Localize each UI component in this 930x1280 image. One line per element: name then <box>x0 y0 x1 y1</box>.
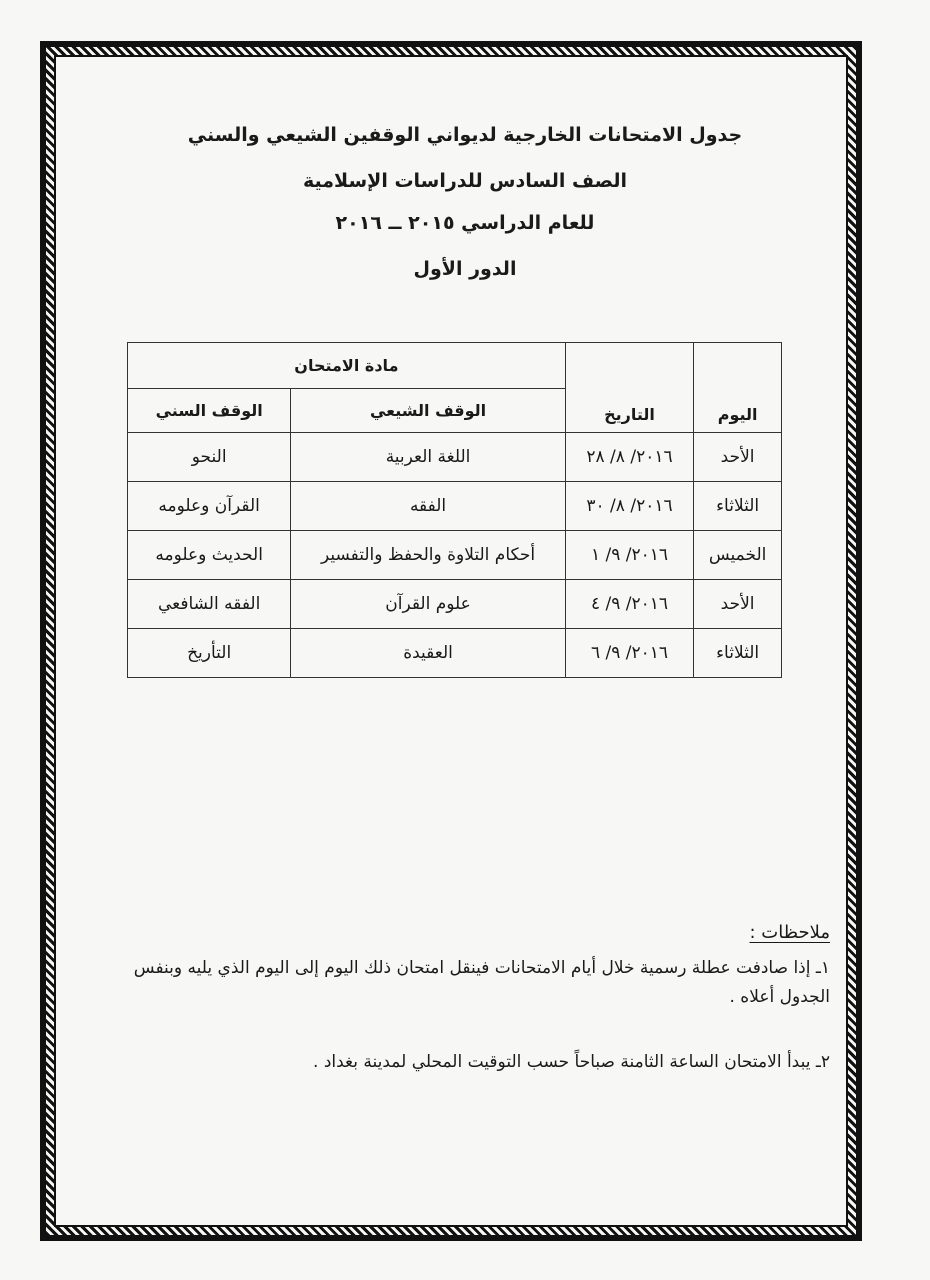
table-row <box>128 433 782 482</box>
table-header-row <box>128 343 782 389</box>
cell-day: الخميس <box>694 531 782 580</box>
header-shia: الوقف الشيعي <box>291 389 565 433</box>
header-date: التاريخ <box>565 343 693 433</box>
table-row <box>128 580 782 629</box>
header-day: اليوم <box>694 343 782 433</box>
cell-shia: علوم القرآن <box>291 580 565 629</box>
cell-date: ٢٠١٦/ ٨/ ٢٨ <box>565 433 693 482</box>
cell-date: ٢٠١٦/ ٩/ ٤ <box>565 580 693 629</box>
title-line-1: جدول الامتحانات الخارجية لديواني الوقفين الشيعي والسني <box>187 124 743 146</box>
cell-day: الثلاثاء <box>694 482 782 531</box>
cell-sunni: النحو <box>128 433 291 482</box>
title-line-4: الدور الأول <box>413 258 517 280</box>
cell-shia: العقيدة <box>291 629 565 678</box>
title-line-2: الصف السادس للدراسات الإسلامية <box>303 170 627 192</box>
table-row <box>128 482 782 531</box>
exam-schedule-table <box>127 342 782 678</box>
table-row <box>128 531 782 580</box>
cell-shia: أحكام التلاوة والحفظ والتفسير <box>291 531 565 580</box>
table-row <box>128 629 782 678</box>
cell-date: ٢٠١٦/ ٨/ ٣٠ <box>565 482 693 531</box>
cell-day: الثلاثاء <box>694 629 782 678</box>
cell-shia: اللغة العربية <box>291 433 565 482</box>
cell-sunni: التأريخ <box>128 629 291 678</box>
cell-date: ٢٠١٦/ ٩/ ٦ <box>565 629 693 678</box>
cell-sunni: الحديث وعلومه <box>128 531 291 580</box>
cell-date: ٢٠١٦/ ٩/ ١ <box>565 531 693 580</box>
note-item-1: ١ـ إذا صادفت عطلة رسمية خلال أيام الامتحانات فينقل امتحان ذلك اليوم إلى اليوم الذي يليه وبنفس الجدول أعلاه . <box>133 958 830 1007</box>
header-subject: مادة الامتحان <box>128 343 566 389</box>
cell-sunni: القرآن وعلومه <box>128 482 291 531</box>
note-item-2: ٢ـ يبدأ الامتحان الساعة الثامنة صباحاً حسب التوقيت المحلي لمدينة بغداد . <box>313 1052 830 1072</box>
cell-day: الأحد <box>694 580 782 629</box>
header-sunni: الوقف السني <box>128 389 291 433</box>
cell-sunni: الفقه الشافعي <box>128 580 291 629</box>
cell-shia: الفقه <box>291 482 565 531</box>
notes-title: ملاحظات : <box>749 922 830 943</box>
cell-day: الأحد <box>694 433 782 482</box>
title-line-3: للعام الدراسي ٢٠١٥ ــ ٢٠١٦ <box>335 212 595 234</box>
